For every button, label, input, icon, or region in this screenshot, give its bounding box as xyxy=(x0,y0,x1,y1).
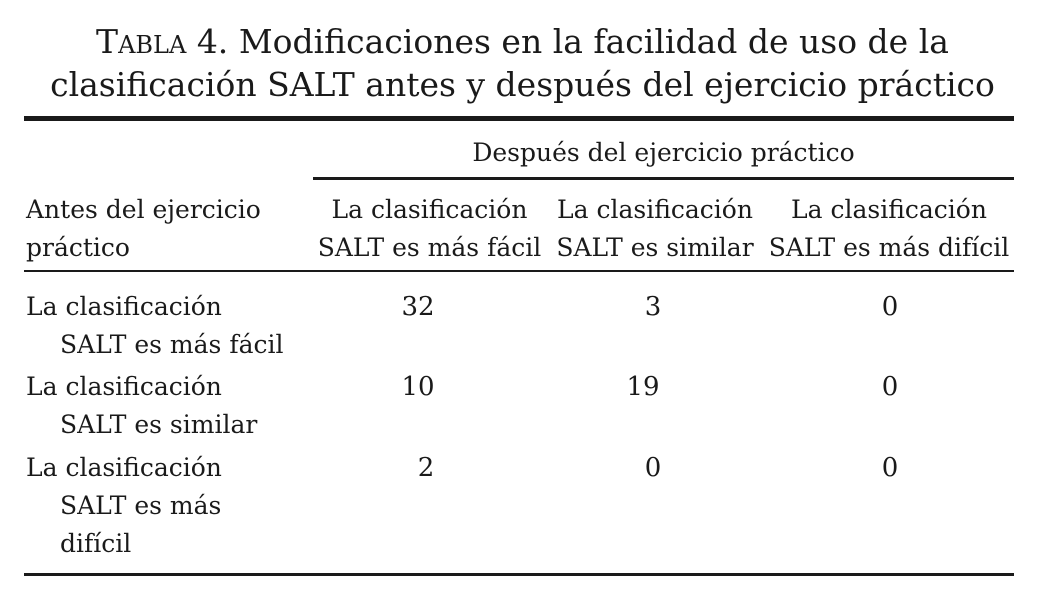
row-label-line: SALT es más fácil xyxy=(60,330,284,359)
table-cell: 19 xyxy=(626,372,660,402)
row-header-line-1: Antes del ejercicio xyxy=(26,195,261,224)
row-header xyxy=(26,191,261,267)
title-label-smallcaps: ABLA xyxy=(118,31,187,59)
column-header-line: SALT es más fácil xyxy=(317,233,542,262)
top-rule xyxy=(24,116,1014,121)
row-label-easier xyxy=(26,288,283,364)
table-cell: 32 xyxy=(401,292,435,322)
title-line-2: clasificación SALT antes y después del ejercicio práctico xyxy=(50,65,995,104)
row-label-line: SALT es similar xyxy=(60,410,258,439)
column-header-line: SALT es similar xyxy=(556,233,754,262)
column-header-harder xyxy=(764,191,1014,267)
column-header-easier xyxy=(313,191,546,267)
title-number: 4. xyxy=(196,22,229,61)
row-label-line: La clasificación xyxy=(26,453,222,482)
title-label-initial: T xyxy=(96,22,119,61)
header-rule xyxy=(24,270,1014,272)
title-line-1 xyxy=(0,22,1045,65)
spanner-rule xyxy=(313,177,1014,180)
table-cell: 0 xyxy=(881,292,899,322)
column-spanner-header: Después del ejercicio práctico xyxy=(472,138,855,167)
column-header-line: La clasificación xyxy=(331,195,528,224)
column-header-line: La clasificación xyxy=(791,195,987,224)
row-label-similar xyxy=(26,368,257,444)
row-label-harder xyxy=(26,449,222,563)
table-cell: 10 xyxy=(401,372,435,402)
row-label-line: difícil xyxy=(60,529,132,558)
bottom-rule xyxy=(24,573,1014,576)
title-line-1-text: Modificaciones en la facilidad de uso de la xyxy=(238,22,949,61)
row-label-line: SALT es más xyxy=(60,491,222,520)
table-cell: 0 xyxy=(881,453,899,483)
row-label-line: La clasificación xyxy=(26,372,222,401)
column-header-line: La clasificación xyxy=(557,195,753,224)
table-cell: 0 xyxy=(644,453,662,483)
table-cell: 3 xyxy=(644,292,662,322)
row-label-line: La clasificación xyxy=(26,292,222,321)
table-cell: 0 xyxy=(881,372,899,402)
row-header-line-2: práctico xyxy=(26,233,130,262)
table-cell: 2 xyxy=(417,453,435,483)
column-header-similar xyxy=(546,191,764,267)
column-header-line: SALT es más difícil xyxy=(768,233,1010,262)
table-title xyxy=(0,22,1045,105)
